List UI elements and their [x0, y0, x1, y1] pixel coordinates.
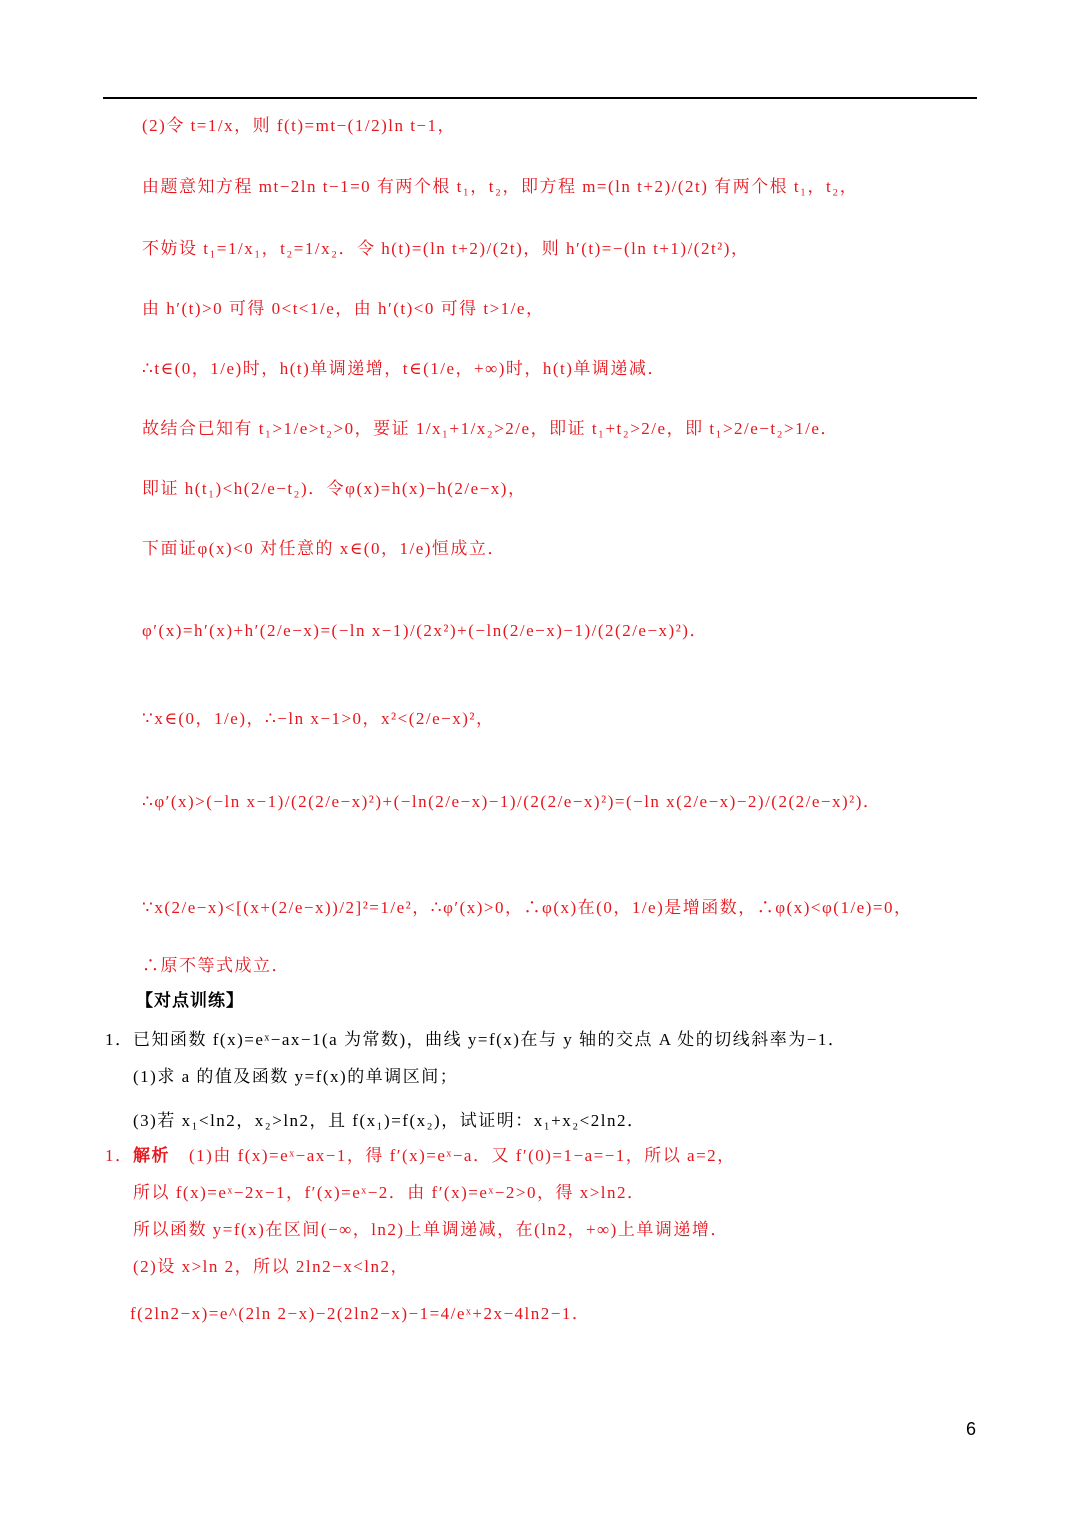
problem-part-3: (3)若 x₁<ln2，x₂>ln2，且 f(x₁)=f(x₂)，试证明：x₁+x₂<2ln2．: [133, 1111, 646, 1130]
problem-part-1: (1)求 a 的值及函数 y=f(x)的单调区间；: [133, 1067, 459, 1086]
solution-line: ∴φ′(x)>(−ln x−1)/(2(2/e−x)²)+(−ln(2/e−x)−1)/(2(2/e−x)²)=(−ln x(2/e−x)−2)/(2(2/e−x)²)．: [142, 792, 882, 811]
analysis-line: f(2ln2−x)=e^(2ln 2−x)−2(2ln2−x)−1=4/eˣ+2x−4ln2−1．: [130, 1304, 591, 1323]
analysis-label: 解析: [133, 1146, 170, 1165]
header-rule: [103, 97, 977, 99]
analysis-line: (1)由 f(x)=eˣ−ax−1，得 f′(x)=eˣ−a．又 f′(0)=1−a=−1，所以 a=2，: [189, 1146, 736, 1165]
solution-line: 由 h′(t)>0 可得 0<t<1/e，由 h′(t)<0 可得 t>1/e，: [142, 299, 545, 318]
solution-line: (2)令 t=1/x，则 f(t)=mt−(1/2)ln t−1，: [142, 116, 457, 135]
analysis-line: 所以 f(x)=eˣ−2x−1，f′(x)=eˣ−2．由 f′(x)=eˣ−2>0，得 x>ln2．: [133, 1183, 646, 1202]
analysis-line: (2)设 x>ln 2，所以 2ln2−x<ln2，: [133, 1257, 410, 1276]
practice-heading: 【对点训练】: [136, 991, 244, 1011]
solution-line: 即证 h(t₁)<h(2/e−t₂)．令φ(x)=h(x)−h(2/e−x)，: [142, 479, 527, 498]
solution-line: φ′(x)=h′(x)+h′(2/e−x)=(−ln x−1)/(2x²)+(−ln(2/e−x)−1)/(2(2/e−x)²)．: [142, 621, 708, 640]
solution-line: 故结合已知有 t₁>1/e>t₂>0，要证 1/x₁+1/x₂>2/e，即证 t₁+t₂>2/e，即 t₁>2/e−t₂>1/e．: [142, 419, 839, 438]
problem-number: 1．: [105, 1030, 134, 1049]
solution-line: 不妨设 t₁=1/x₁，t₂=1/x₂．令 h(t)=(ln t+2)/(2t)，则 h′(t)=−(ln t+1)/(2t²)，: [142, 239, 750, 258]
solution-line: ∴原不等式成立．: [142, 956, 290, 975]
solution-line: 下面证φ(x)<0 对任意的 x∈(0，1/e)恒成立．: [142, 539, 506, 558]
analysis-line: 所以函数 y=f(x)在区间(−∞，ln2)上单调递减，在(ln2，+∞)上单调递增．: [133, 1220, 729, 1239]
solution-line: ∵x∈(0，1/e)，∴−ln x−1>0，x²<(2/e−x)²，: [142, 709, 495, 728]
problem-statement: 已知函数 f(x)=eˣ−ax−1(a 为常数)，曲线 y=f(x)在与 y 轴的交点 A 处的切线斜率为−1．: [133, 1030, 847, 1049]
analysis-number: 1．: [105, 1146, 134, 1165]
solution-line: ∵x(2/e−x)<[(x+(2/e−x))/2]²=1/e²，∴φ′(x)>0，∴φ(x)在(0，1/e)是增函数，∴φ(x)<φ(1/e)=0，: [142, 898, 913, 917]
page-number: 6: [966, 1419, 977, 1439]
solution-line: 由题意知方程 mt−2ln t−1=0 有两个根 t₁，t₂，即方程 m=(ln t+2)/(2t) 有两个根 t₁，t₂，: [142, 177, 859, 196]
solution-line: ∴t∈(0，1/e)时，h(t)单调递增，t∈(1/e，+∞)时，h(t)单调递减．: [142, 359, 666, 378]
